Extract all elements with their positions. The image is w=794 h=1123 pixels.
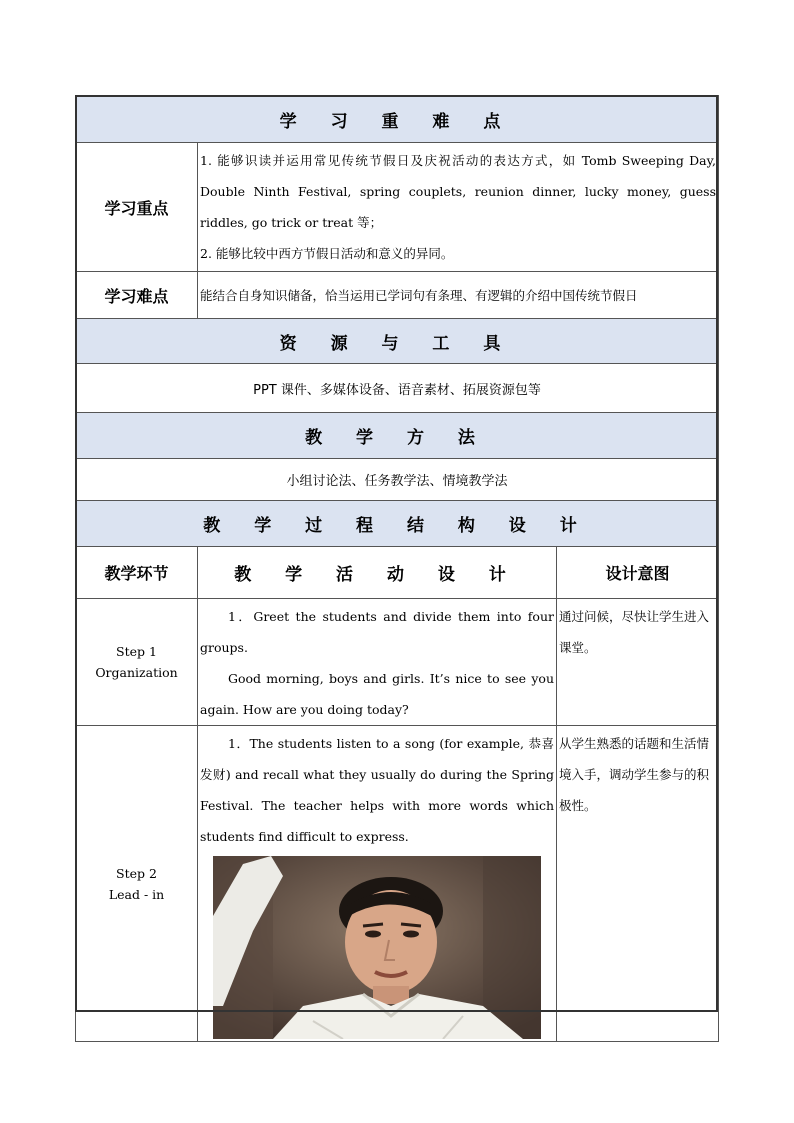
key-points-header: 学 习 重 难 点 — [76, 96, 719, 143]
col-header-activity: 教 学 活 动 设 计 — [198, 547, 557, 599]
methods-content: 小组讨论法、任务教学法、情境教学法 — [76, 459, 719, 501]
step-1-activity-p2: Good morning, boys and girls. It’s nice to see you again. How are you doing today? — [200, 671, 554, 717]
step-2-intent: 从学生熟悉的话题和生活情境入手，调动学生参与的积极性。 — [557, 726, 719, 1042]
table-outer-border — [75, 95, 718, 1012]
focus-item-2: 2. 能够比较中西方节假日活动和意义的异同。 — [200, 246, 454, 261]
difficulty-label: 学习难点 — [76, 272, 198, 319]
focus-label: 学习重点 — [76, 143, 198, 272]
resources-header: 资 源 与 工 具 — [76, 319, 719, 364]
step-2-name: Lead - in — [108, 886, 165, 902]
step-1-intent: 通过问候，尽快让学生进入课堂。 — [557, 599, 719, 726]
difficulty-content: 能结合自身知识储备，恰当运用已学词句有条理、有逻辑的介绍中国传统节假日 — [198, 272, 719, 319]
methods-header: 教 学 方 法 — [76, 413, 719, 459]
resources-content: PPT 课件、多媒体设备、语音素材、拓展资源包等 — [76, 364, 719, 413]
step-2-activity-p1: 1．The students listen to a song (for example, 恭喜发财) and recall what they usually do during the Spring Festival. The teacher helps with more words which students find difficult to express. — [200, 736, 554, 844]
step-1-number: Step 1 — [116, 644, 157, 659]
focus-item-1: 1. 能够识读并运用常见传统节假日及庆祝活动的表达方式，如 Tomb Sweeping Day, Double Ninth Festival, spring couplets, reunion dinner, lucky money, guess riddles, go trick or treat 等； — [200, 153, 716, 230]
process-header: 教 学 过 程 结 构 设 计 — [76, 501, 719, 547]
step-2-number: Step 2 — [116, 865, 157, 881]
step-1-name: Organization — [95, 665, 178, 680]
col-header-step: 教学环节 — [76, 547, 198, 599]
col-header-intent: 设计意图 — [557, 547, 719, 599]
step-1-activity-p1: 1．Greet the students and divide them into four groups. — [200, 609, 554, 655]
